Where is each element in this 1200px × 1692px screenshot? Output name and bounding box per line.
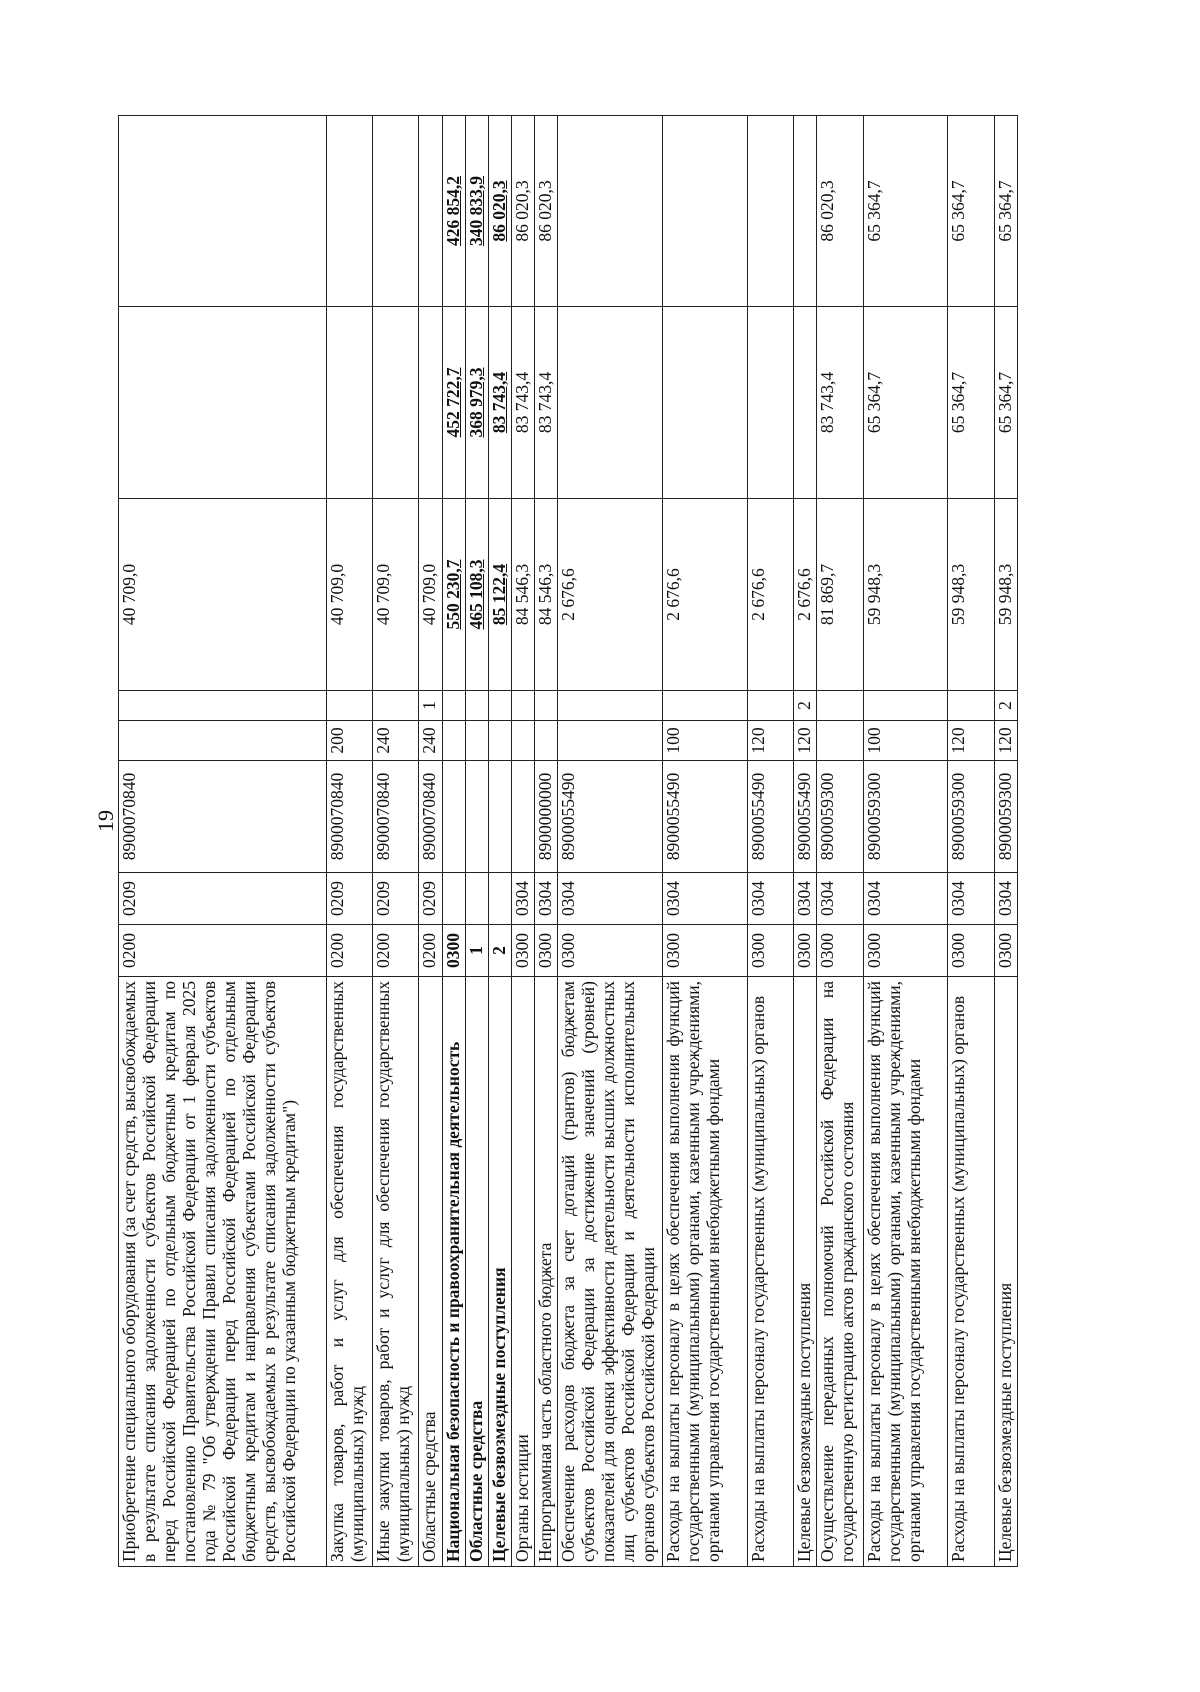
section-code: 0300 (948, 925, 994, 977)
target-article-code (511, 761, 534, 873)
target-article-code: 8900000000 (535, 761, 558, 873)
subsection-code: 0304 (558, 873, 663, 925)
source-code (817, 691, 863, 721)
amount-2027: 340 833,9 (465, 116, 488, 307)
section-code: 0200 (326, 925, 372, 977)
amount-2026 (373, 307, 419, 499)
target-article-code: 8900059300 (948, 761, 994, 873)
section-code: 1 (465, 925, 488, 977)
row-description: Осуществление переданных полномочий Российской Федерации на государственную регистрацию актов гражданского состояния (817, 977, 863, 1567)
amount-2025: 2 676,6 (558, 499, 663, 691)
amount-2025: 40 709,0 (119, 499, 327, 691)
expense-type-code: 100 (663, 721, 748, 761)
table-row (535, 116, 558, 1567)
source-code: 2 (994, 691, 1017, 721)
expense-type-code (488, 721, 511, 761)
section-code: 0300 (863, 925, 948, 977)
row-description: Органы юстиции (511, 977, 534, 1567)
table-row (442, 116, 465, 1567)
section-code: 0300 (511, 925, 534, 977)
row-description: Расходы на выплаты персоналу государственных (муниципальных) органов (747, 977, 793, 1567)
amount-2025: 40 709,0 (373, 499, 419, 691)
row-description: Закупка товаров, работ и услуг для обеспечения государственных (муниципальных) нужд (326, 977, 372, 1567)
document-page (118, 116, 1018, 1567)
subsection-code: 0304 (511, 873, 534, 925)
table-row (511, 116, 534, 1567)
section-code: 0300 (558, 925, 663, 977)
page-number: 19 (93, 810, 118, 832)
source-code: 1 (419, 691, 442, 721)
source-code (535, 691, 558, 721)
expense-type-code (535, 721, 558, 761)
row-description: Расходы на выплаты персоналу государственных (муниципальных) органов (948, 977, 994, 1567)
section-code: 0300 (794, 925, 817, 977)
section-code: 2 (488, 925, 511, 977)
amount-2027: 86 020,3 (817, 116, 863, 307)
expense-type-code (119, 721, 327, 761)
table-row (326, 116, 372, 1567)
expense-type-code: 100 (863, 721, 948, 761)
target-article-code: 8900059300 (994, 761, 1017, 873)
source-code (442, 691, 465, 721)
expense-type-code: 120 (948, 721, 994, 761)
expense-type-code: 120 (747, 721, 793, 761)
amount-2025: 84 546,3 (535, 499, 558, 691)
amount-2026 (558, 307, 663, 499)
table-row (948, 116, 994, 1567)
amount-2026 (326, 307, 372, 499)
amount-2025: 550 230,7 (442, 499, 465, 691)
amount-2026: 65 364,7 (863, 307, 948, 499)
table-row (794, 116, 817, 1567)
target-article-code: 8900055490 (663, 761, 748, 873)
target-article-code (465, 761, 488, 873)
row-description: Иные закупки товаров, работ и услуг для обеспечения государственных (муниципальных) нужд (373, 977, 419, 1567)
expense-type-code (511, 721, 534, 761)
target-article-code: 8900059300 (817, 761, 863, 873)
amount-2025: 81 869,7 (817, 499, 863, 691)
amount-2025: 40 709,0 (326, 499, 372, 691)
target-article-code (442, 761, 465, 873)
amount-2026 (119, 307, 327, 499)
section-code: 0300 (663, 925, 748, 977)
target-article-code: 8900070840 (326, 761, 372, 873)
subsection-code (488, 873, 511, 925)
subsection-code: 0304 (948, 873, 994, 925)
amount-2027: 86 020,3 (511, 116, 534, 307)
expense-type-code: 240 (419, 721, 442, 761)
amount-2025: 85 122,4 (488, 499, 511, 691)
amount-2027 (794, 116, 817, 307)
table-row (465, 116, 488, 1567)
target-article-code: 8900070840 (419, 761, 442, 873)
section-code: 0200 (119, 925, 327, 977)
target-article-code: 8900055490 (558, 761, 663, 873)
subsection-code: 0209 (373, 873, 419, 925)
amount-2027: 65 364,7 (994, 116, 1017, 307)
source-code (119, 691, 327, 721)
amount-2026 (747, 307, 793, 499)
table-row (119, 116, 327, 1567)
rotated-table-container (118, 116, 1018, 1567)
subsection-code (442, 873, 465, 925)
source-code (747, 691, 793, 721)
amount-2025: 40 709,0 (419, 499, 442, 691)
amount-2026 (794, 307, 817, 499)
amount-2027 (373, 116, 419, 307)
section-code: 0300 (747, 925, 793, 977)
subsection-code: 0304 (747, 873, 793, 925)
expense-type-code: 240 (373, 721, 419, 761)
section-code: 0300 (994, 925, 1017, 977)
expense-type-code: 120 (994, 721, 1017, 761)
amount-2026: 83 743,4 (488, 307, 511, 499)
amount-2027 (326, 116, 372, 307)
amount-2026 (663, 307, 748, 499)
table-row (488, 116, 511, 1567)
amount-2027: 65 364,7 (863, 116, 948, 307)
amount-2027: 86 020,3 (488, 116, 511, 307)
amount-2027 (558, 116, 663, 307)
table-row (373, 116, 419, 1567)
subsection-code: 0304 (794, 873, 817, 925)
row-description: Целевые безвозмездные поступления (794, 977, 817, 1567)
expense-type-code (558, 721, 663, 761)
amount-2025: 2 676,6 (794, 499, 817, 691)
subsection-code: 0304 (663, 873, 748, 925)
amount-2027 (747, 116, 793, 307)
source-code (863, 691, 948, 721)
table-row (994, 116, 1017, 1567)
section-code: 0300 (535, 925, 558, 977)
row-description: Национальная безопасность и правоохранительная деятельность (442, 977, 465, 1567)
amount-2027 (663, 116, 748, 307)
subsection-code: 0209 (119, 873, 327, 925)
target-article-code: 8900070840 (119, 761, 327, 873)
source-code (326, 691, 372, 721)
source-code (663, 691, 748, 721)
row-description: Целевые безвозмездные поступления (488, 977, 511, 1567)
amount-2025: 59 948,3 (948, 499, 994, 691)
row-description: Непрограммная часть областного бюджета (535, 977, 558, 1567)
row-description: Расходы на выплаты персоналу в целях обеспечения выполнения функций государственными (муниципальными) органами, казенными учреждениями, органами управления государственными внебюджетными фондами (863, 977, 948, 1567)
row-description: Расходы на выплаты персоналу в целях обеспечения выполнения функций государственными (муниципальными) органами, казенными учреждениями, органами управления государственными внебюджетными фондами (663, 977, 748, 1567)
amount-2026: 65 364,7 (994, 307, 1017, 499)
amount-2026: 368 979,3 (465, 307, 488, 499)
expense-type-code: 200 (326, 721, 372, 761)
amount-2026: 65 364,7 (948, 307, 994, 499)
source-code (558, 691, 663, 721)
subsection-code: 0304 (863, 873, 948, 925)
source-code (465, 691, 488, 721)
subsection-code: 0209 (326, 873, 372, 925)
source-code (511, 691, 534, 721)
row-description: Областные средства (419, 977, 442, 1567)
source-code (488, 691, 511, 721)
amount-2026: 452 722,7 (442, 307, 465, 499)
table-row (747, 116, 793, 1567)
target-article-code: 8900070840 (373, 761, 419, 873)
amount-2027 (419, 116, 442, 307)
subsection-code: 0304 (535, 873, 558, 925)
row-description: Обеспечение расходов бюджета за счет дотаций (грантов) бюджетам субъектов Российской Федерации за достижение значений (уровней) показателей для оценки эффективности деятельности высших должностных лиц субъектов Российской Федерации и деятельности исполнительных органов субъектов Российской Федерации (558, 977, 663, 1567)
section-code: 0200 (373, 925, 419, 977)
source-code: 2 (794, 691, 817, 721)
amount-2026: 83 743,4 (511, 307, 534, 499)
expense-type-code: 120 (794, 721, 817, 761)
row-description: Областные средства (465, 977, 488, 1567)
subsection-code: 0304 (817, 873, 863, 925)
source-code (373, 691, 419, 721)
expense-type-code (817, 721, 863, 761)
amount-2025: 59 948,3 (863, 499, 948, 691)
amount-2026 (419, 307, 442, 499)
amount-2027 (119, 116, 327, 307)
section-code: 0300 (817, 925, 863, 977)
expense-type-code (442, 721, 465, 761)
amount-2027: 426 854,2 (442, 116, 465, 307)
budget-table (118, 115, 1018, 1567)
table-row (863, 116, 948, 1567)
section-code: 0200 (419, 925, 442, 977)
table-row (817, 116, 863, 1567)
amount-2025: 84 546,3 (511, 499, 534, 691)
expense-type-code (465, 721, 488, 761)
target-article-code: 8900059300 (863, 761, 948, 873)
row-description: Приобретение специального оборудования (за счет средств, высвобождаемых в результате списания задолженности субъектов Российской Федерации перед Российской Федерацией по отдельным бюджетным кредитам по постановлению Правительства Российской Федерации от 1 февраля 2025 года № 79 "Об утверждении Правил списания задолженности субъектов Российской Федерации перед Российской Федерацией по отдельным бюджетным кредитам и направления субъектами Российской Федерации средств, высвобождаемых в результате списания задолженности субъектов Российской Федерации по указанным бюджетным кредитам") (119, 977, 327, 1567)
subsection-code (465, 873, 488, 925)
amount-2026: 83 743,4 (535, 307, 558, 499)
table-row (419, 116, 442, 1567)
target-article-code (488, 761, 511, 873)
table-row (558, 116, 663, 1567)
subsection-code: 0304 (994, 873, 1017, 925)
row-description: Целевые безвозмездные поступления (994, 977, 1017, 1567)
amount-2025: 59 948,3 (994, 499, 1017, 691)
section-code: 0300 (442, 925, 465, 977)
amount-2027: 86 020,3 (535, 116, 558, 307)
amount-2026: 83 743,4 (817, 307, 863, 499)
target-article-code: 8900055490 (794, 761, 817, 873)
table-body (119, 116, 1018, 1567)
amount-2025: 2 676,6 (663, 499, 748, 691)
amount-2025: 2 676,6 (747, 499, 793, 691)
table-row (663, 116, 748, 1567)
amount-2027: 65 364,7 (948, 116, 994, 307)
amount-2025: 465 108,3 (465, 499, 488, 691)
subsection-code: 0209 (419, 873, 442, 925)
source-code (948, 691, 994, 721)
target-article-code: 8900055490 (747, 761, 793, 873)
